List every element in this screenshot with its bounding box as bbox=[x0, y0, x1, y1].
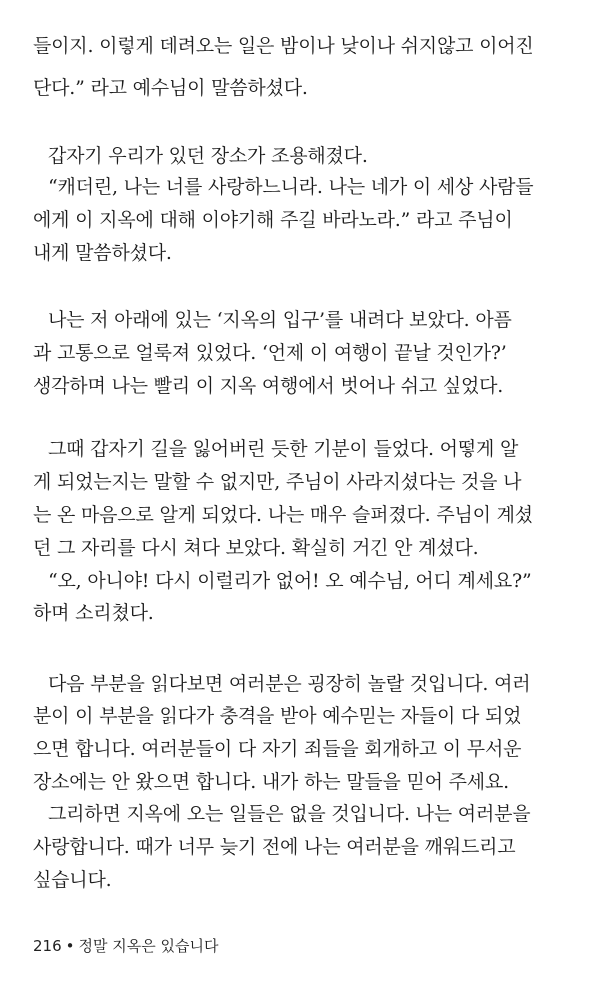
text-line: 싶습니다. bbox=[33, 869, 112, 891]
text-line: 다음 부분을 읽다보면 여러분은 굉장히 놀랄 것입니다. 여러 bbox=[48, 673, 531, 695]
page-footer bbox=[33, 936, 218, 956]
text-line: 게 되었는지는 말할 수 없지만, 주님이 사라지셨다는 것을 나 bbox=[33, 471, 522, 493]
text-line: 는 온 마음으로 알게 되었다. 나는 매우 슬퍼졌다. 주님이 계셨 bbox=[33, 504, 533, 526]
text-line: 들이지. 이렇게 데려오는 일은 밤이나 낮이나 쉬지않고 이어진 bbox=[33, 35, 534, 57]
text-line: 하며 소리쳤다. bbox=[33, 602, 154, 624]
text-line: 장소에는 안 왔으면 합니다. 내가 하는 말들을 믿어 주세요. bbox=[33, 771, 509, 793]
text-line: 갑자기 우리가 있던 장소가 조용해졌다. bbox=[48, 145, 368, 167]
text-line: 내게 말씀하셨다. bbox=[33, 242, 172, 264]
text-line: 과 고통으로 얼룩져 있었다. ‘언제 이 여행이 끝날 것인가?’ bbox=[33, 342, 507, 364]
footer-bullet: • bbox=[65, 937, 75, 955]
text-line: 그리하면 지옥에 오는 일들은 없을 것입니다. 나는 여러분을 bbox=[48, 803, 531, 825]
text-line: 으면 합니다. 여러분들이 다 자기 죄들을 회개하고 이 무서운 bbox=[33, 738, 522, 760]
page-number: 216 bbox=[33, 937, 62, 955]
text-line: “오, 아니야! 다시 이럴리가 없어! 오 예수님, 어디 계세요?” bbox=[48, 570, 532, 592]
text-line: 생각하며 나는 빨리 이 지옥 여행에서 벗어나 쉬고 싶었다. bbox=[33, 375, 504, 397]
text-line: 사랑합니다. 때가 너무 늦기 전에 나는 여러분을 깨워드리고 bbox=[33, 836, 516, 858]
text-line: 분이 이 부분을 읽다가 충격을 받아 예수믿는 자들이 다 되었 bbox=[33, 705, 522, 727]
text-line: 던 그 자리를 다시 쳐다 보았다. 확실히 거긴 안 계셨다. bbox=[33, 537, 479, 559]
text-line: 단다.” 라고 예수님이 말씀하셨다. bbox=[33, 77, 308, 99]
book-title: 정말 지옥은 있습니다 bbox=[78, 937, 219, 955]
text-line: 그때 갑자기 길을 잃어버린 듯한 기분이 들었다. 어떻게 알 bbox=[48, 438, 519, 460]
text-line: 나는 저 아래에 있는 ‘지옥의 입구’를 내려다 보았다. 아픔 bbox=[48, 309, 512, 331]
text-line: 에게 이 지옥에 대해 이야기해 주길 바라노라.” 라고 주님이 bbox=[33, 209, 513, 231]
text-line: “캐더린, 나는 너를 사랑하느니라. 나는 네가 이 세상 사람들 bbox=[48, 176, 534, 198]
